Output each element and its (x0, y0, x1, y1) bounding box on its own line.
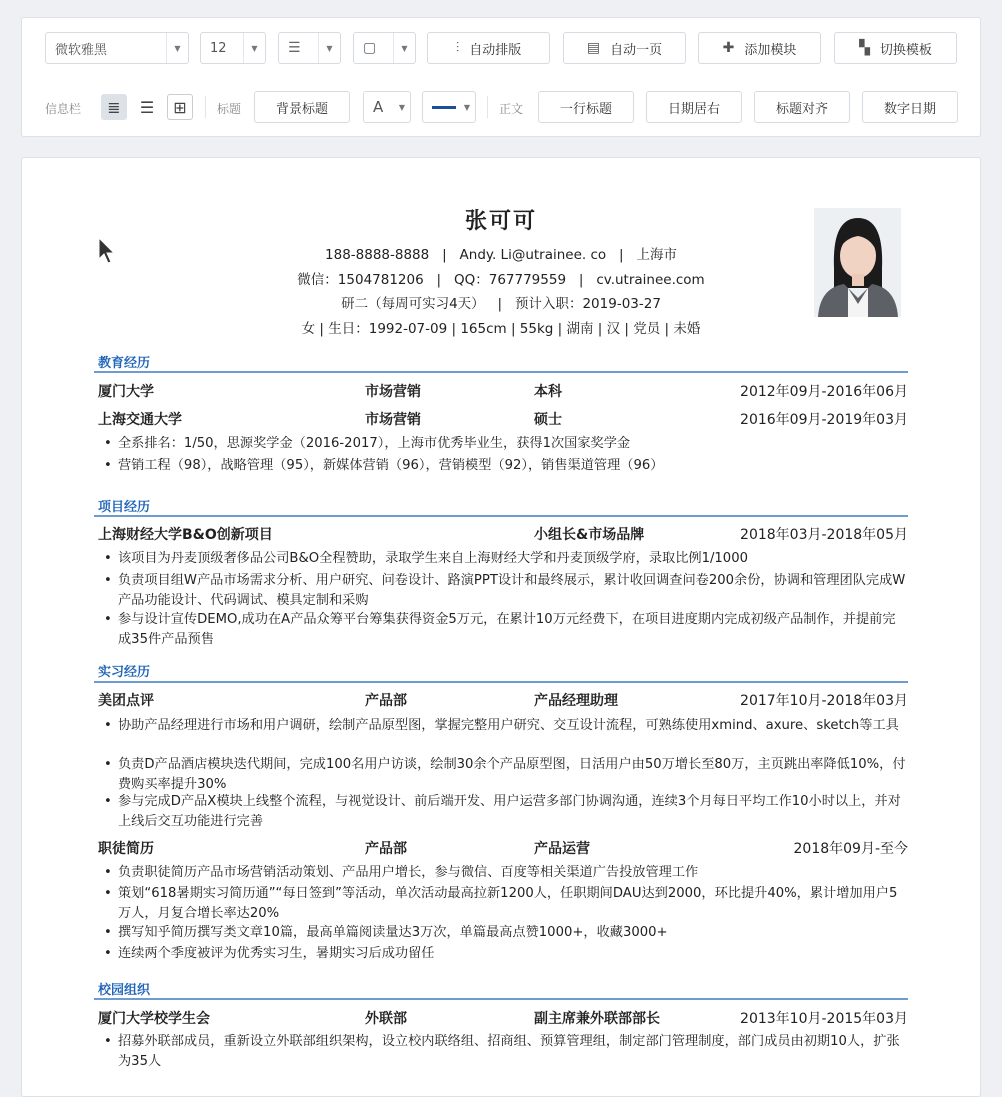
list-item[interactable]: • 撰写知乎简历撰写类文章10篇，最高单篇阅读量达3万次，单篇最高点赞1000+，收藏3000+ (104, 923, 908, 943)
project-name: 上海财经大学B&O创新项目 (98, 527, 273, 543)
line-spacing-icon: ☰ (288, 40, 301, 56)
toolbar-row-style (22, 91, 980, 123)
chevron-down-icon: ▼ (398, 102, 406, 112)
numeric-date-button[interactable] (862, 91, 958, 123)
list-item[interactable]: • 负责D产品酒店模块迭代期间，完成100名用户访谈，绘制30余个产品原型图，日活用户由50万增长至80万，主页跳出率降低10%，付费购买率提升30% (104, 755, 908, 795)
background-title-label: 背景标题 (275, 101, 328, 117)
list-item[interactable]: • 参与设计宣传DEMO,成功在A产品众筹平台筹集获得资金5万元，在累计10万元经费下，在项目进度期内完成初级产品制作，并提前完成35件产品预售 (104, 610, 908, 650)
single-line-title-button[interactable] (538, 91, 634, 123)
add-module-label: 添加模块 (744, 42, 797, 58)
align-photo-icon[interactable]: ⊞ (167, 94, 193, 120)
date-right-label: 日期居右 (667, 101, 720, 117)
list-item[interactable]: • 负责职徒简历产品市场营销活动策划、产品用户增长，参与微信、百度等相关渠道广告投放管理工作 (104, 863, 908, 883)
heading-label: 标题 (217, 102, 242, 116)
position: 产品经理助理 (534, 693, 618, 709)
department: 外联部 (365, 1011, 407, 1027)
list-item[interactable]: • 全系排名：1/50，思源奖学金（2016-2017），上海市优秀毕业生，获得1次国家奖学金 (104, 434, 908, 454)
contact-line-2[interactable]: 微信：1504781206 | QQ：767779559 | cv.utrainee.com (297, 272, 705, 288)
list-item[interactable]: • 策划“618暑期实习简历通”“每日签到”等活动，单次活动最高拉新1200人，任职期间DAU达到2000，环比提升40%，累计增加用户5万人，月复合增长率达20% (104, 884, 908, 924)
list-item[interactable]: • 连续两个季度被评为优秀实习生，暑期实习后成功留任 (104, 944, 908, 964)
list-item[interactable]: • 参与完成D产品X模块上线整个流程，与视觉设计、前后端开发、用户运营多部门协调沟通，连续3个月每日平均工作10小时以上，并对上线后交互功能进行完善 (104, 792, 908, 832)
switch-template-label: 切换模板 (879, 42, 932, 58)
company-name: 职徒简历 (98, 841, 154, 857)
chevron-down-icon: ▼ (463, 102, 471, 112)
chevron-down-icon: ▼ (166, 33, 188, 63)
plus-icon: ✚ (722, 40, 735, 56)
title-align-label: 标题对齐 (775, 101, 828, 117)
school-name: 厦门大学 (98, 384, 154, 400)
font-family-select[interactable] (45, 32, 189, 64)
section-divider (94, 998, 908, 1000)
single-line-title-label: 一行标题 (559, 101, 612, 117)
school-name: 上海交通大学 (98, 412, 182, 428)
contact-line-4[interactable]: 女 | 生日：1992-07-09 | 165cm | 55kg | 湖南 | 汉 | 党员 | 未婚 (301, 321, 701, 337)
section-divider (94, 371, 908, 373)
position: 副主席兼外联部部长 (534, 1011, 660, 1027)
font-color-select[interactable] (363, 91, 411, 123)
chevron-down-icon: ▼ (318, 33, 340, 63)
project-row[interactable] (98, 524, 908, 544)
major: 市场营销 (365, 412, 421, 428)
company-name: 美团点评 (98, 693, 154, 709)
degree: 硕士 (534, 412, 562, 428)
list-item[interactable]: • 营销工程（98），战略管理（95），新媒体营销（96），营销模型（92），销售渠道管理（96） (104, 456, 908, 476)
list-item[interactable]: • 招募外联部成员，重新设立外联部组织架构，设立校内联络组、招商组、预算管理组，制定部门管理制度，部门成员由初期10人，扩张为35人 (104, 1032, 908, 1072)
list-item[interactable]: • 负责项目组W产品市场需求分析、用户研究、问卷设计、路演PPT设计和最终展示，累计收回调查问卷200余份，协调和管理团队完成W产品功能设计、代码调试、模具定制和采购 (104, 571, 908, 611)
major: 市场营销 (365, 384, 421, 400)
toolbar (21, 17, 981, 137)
line-style-select[interactable] (422, 91, 476, 123)
project-role: 小组长&市场品牌 (534, 527, 645, 543)
campus-row[interactable] (98, 1008, 908, 1028)
line-spacing-select[interactable] (278, 32, 341, 64)
contact-line-1[interactable]: 188-8888-8888 | Andy. Li@utrainee. co | 上海市 (325, 247, 677, 263)
section-title-project[interactable]: 项目经历 (98, 500, 151, 515)
auto-sort-icon: ⫶ (455, 40, 460, 56)
page-icon: ▢ (363, 40, 377, 56)
title-align-button[interactable] (754, 91, 850, 123)
section-title-education[interactable]: 教育经历 (98, 356, 151, 371)
degree: 本科 (534, 384, 562, 400)
position: 产品运营 (534, 841, 590, 857)
date-range: 2012年09月-2016年06月 (740, 384, 908, 400)
contact-line-3[interactable]: 研二（每周可实习4天） | 预计入职：2019-03-27 (341, 296, 661, 312)
chevron-down-icon: ▼ (393, 33, 415, 63)
organization-name: 厦门大学校学生会 (98, 1011, 210, 1027)
profile-photo[interactable] (814, 208, 901, 317)
info-bar-label: 信息栏 (45, 102, 82, 116)
document-icon: ▤ (586, 40, 601, 56)
education-row[interactable] (98, 409, 908, 429)
department: 产品部 (365, 693, 407, 709)
department: 产品部 (365, 841, 407, 857)
section-title-campus[interactable]: 校园组织 (98, 983, 151, 998)
line-style-icon (423, 100, 459, 115)
list-item[interactable]: • 协助产品经理进行市场和用户调研，绘制产品原型图，掌握完整用户研究、交互设计流程，可熟练使用xmind、axure、sketch等工具 (104, 716, 908, 736)
auto-sort-label: 自动排版 (469, 42, 522, 58)
add-module-button[interactable] (698, 32, 821, 64)
font-family-value: 微软雅黑 (55, 42, 108, 58)
page-size-select[interactable] (353, 32, 416, 64)
align-left-icon[interactable]: ≣ (101, 94, 127, 120)
font-size-value: 12 (210, 40, 227, 56)
font-size-select[interactable] (200, 32, 266, 64)
auto-one-page-button[interactable] (563, 32, 686, 64)
date-range: 2018年03月-2018年05月 (740, 527, 908, 543)
toolbar-row-formatting (22, 32, 980, 64)
date-range: 2013年10月-2015年03月 (740, 1011, 908, 1027)
divider (205, 96, 206, 118)
background-title-button[interactable] (254, 91, 350, 123)
date-range: 2016年09月-2019年03月 (740, 412, 908, 428)
chevron-down-icon: ▼ (243, 33, 265, 63)
divider (487, 96, 488, 118)
date-range: 2017年10月-2018年03月 (740, 693, 908, 709)
body-label: 正文 (499, 102, 524, 116)
resume-name[interactable]: 张可可 (464, 209, 537, 234)
internship-row[interactable] (98, 838, 908, 858)
section-divider (94, 515, 908, 517)
align-center-icon[interactable]: ☰ (139, 97, 155, 117)
font-color-a: A (373, 98, 384, 116)
list-item[interactable]: • 该项目为丹麦顶级奢侈品公司B&O全程赞助，录取学生来自上海财经大学和丹麦顶级学府，录取比例1/1000 (104, 549, 908, 569)
section-divider (94, 681, 908, 683)
education-row[interactable] (98, 381, 908, 401)
switch-template-button[interactable] (834, 32, 957, 64)
internship-row[interactable] (98, 690, 908, 710)
date-range: 2018年09月-至今 (793, 841, 908, 857)
grid-icon: ▚ (859, 40, 870, 56)
date-right-button[interactable] (646, 91, 742, 123)
section-title-internship[interactable]: 实习经历 (98, 665, 151, 680)
auto-sort-button[interactable] (427, 32, 550, 64)
auto-one-page-label: 自动一页 (610, 42, 663, 58)
numeric-date-label: 数字日期 (883, 101, 936, 117)
